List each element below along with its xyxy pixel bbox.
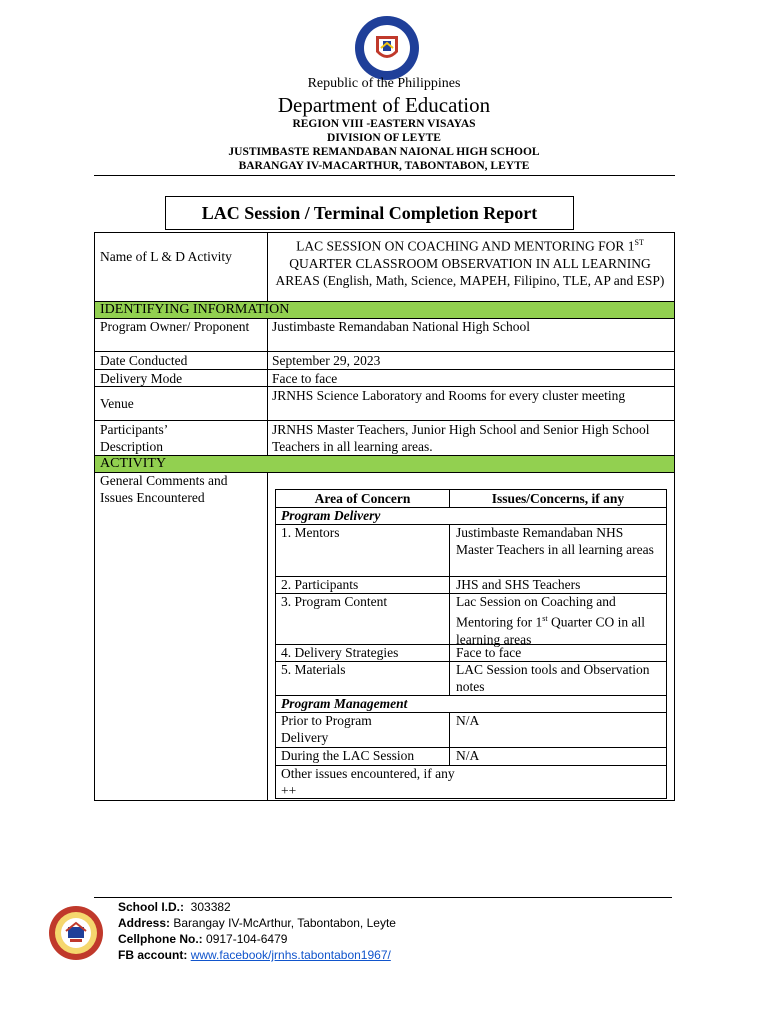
venue-label: Venue: [100, 396, 134, 411]
program-management-heading: Program Management: [281, 696, 408, 711]
program-delivery-heading: Program Delivery: [281, 508, 381, 523]
strategies-label: 4. Delivery Strategies: [281, 645, 399, 660]
inner-col-divider: [449, 712, 450, 765]
header-rule: [94, 175, 675, 176]
date-label: Date Conducted: [100, 353, 188, 368]
footer-rule: [94, 897, 672, 898]
col-divider: [267, 232, 268, 301]
other-issues-value: ++: [281, 783, 297, 798]
content-label: 3. Program Content: [281, 594, 388, 609]
facebook-link[interactable]: www.facebook/jrnhs.tabontabon1967/: [190, 948, 391, 962]
participants-row-value: JHS and SHS Teachers: [456, 577, 581, 592]
during-value: N/A: [456, 748, 480, 763]
section-bar-activity: [95, 455, 674, 472]
section-identifying-title: IDENTIFYING INFORMATION: [100, 302, 290, 317]
report-title: LAC Session / Terminal Completion Report: [165, 196, 574, 230]
comments-label: General Comments and Issues Encountered: [100, 473, 228, 505]
mode-value: Face to face: [272, 371, 338, 386]
participants-value: JRNHS Master Teachers, Junior High School and Senior High School Teachers in all learning areas.: [272, 422, 650, 454]
footer-school-id: School I.D.: 303382: [118, 900, 231, 914]
col-issues: Issues/Concerns, if any: [491, 491, 625, 506]
content-value: Lac Session on Coaching and Mentoring for 1st Quarter CO in all learning areas: [456, 594, 646, 647]
venue-value: JRNHS Science Laboratory and Rooms for every cluster meeting: [272, 388, 626, 403]
row-line: [94, 455, 675, 456]
activity-name-value: LAC SESSION ON COACHING AND MENTORING FOR 1ST QUARTER CLASSROOM OBSERVATION IN ALL LEARNING AREAS (English, Math, Science, MAPEH, Filipino, TLE, AP and ESP): [275, 238, 665, 288]
date-value: September 29, 2023: [272, 353, 381, 368]
during-label: During the LAC Session: [281, 748, 415, 763]
school-seal-logo: [48, 905, 104, 961]
materials-value: LAC Session tools and Observation notes: [456, 662, 650, 694]
prior-value: N/A: [456, 713, 480, 728]
region-line: REGION VIII -EASTERN VISAYAS: [292, 118, 476, 130]
inner-col-divider: [449, 524, 450, 695]
col-divider: [267, 472, 268, 801]
department-title: Department of Education: [277, 93, 491, 117]
division-line: DIVISION OF LEYTE: [327, 132, 441, 144]
mentors-label: 1. Mentors: [281, 525, 340, 540]
materials-label: 5. Materials: [281, 662, 346, 677]
owner-value: Justimbaste Remandaban National High School: [272, 319, 530, 334]
col-area-of-concern: Area of Concern: [314, 491, 411, 506]
participants-row-label: 2. Participants: [281, 577, 359, 592]
republic-line: Republic of the Philippines: [307, 76, 461, 91]
section-activity-title: ACTIVITY: [100, 456, 167, 471]
mentors-value: Justimbaste Remandaban NHS Master Teachers in all learning areas: [456, 525, 654, 557]
prior-label: Prior to Program Delivery: [281, 713, 372, 745]
activity-name-label: Name of L & D Activity: [100, 249, 232, 264]
deped-seal-logo: [350, 14, 424, 82]
footer-address: Address: Barangay IV-McArthur, Tabontabon, Leyte: [118, 916, 396, 930]
owner-label: Program Owner/ Proponent: [100, 319, 250, 334]
participants-label: Participants’ Description: [100, 422, 168, 454]
other-issues-label: Other issues encountered, if any: [281, 766, 455, 781]
school-line: JUSTIMBASTE REMANDABAN NAIONAL HIGH SCHOOL: [228, 146, 540, 158]
footer-cellphone: Cellphone No.: 0917-104-6479: [118, 932, 288, 946]
mode-label: Delivery Mode: [100, 371, 183, 386]
strategies-value: Face to face: [456, 645, 522, 660]
school-address-line: BARANGAY IV-MACARTHUR, TABONTABON, LEYTE: [238, 160, 530, 172]
footer-fb: FB account: www.facebook/jrnhs.tabontabon1967/: [118, 948, 391, 962]
